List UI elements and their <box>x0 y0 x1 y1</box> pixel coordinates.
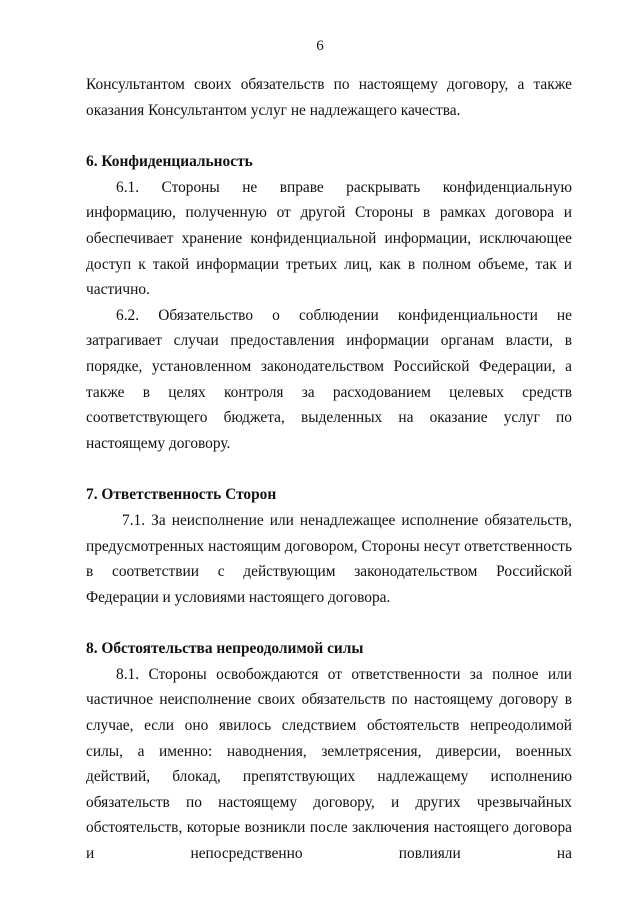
paragraph-6-1: 6.1. Стороны не вправе раскрывать конфиденциальную информацию, полученную от другой Стороны в рамках договора и обеспечивает хранение конфиденциальной информации, исключающее доступ к такой информации третьих лиц, как в полном объеме, так и частично. <box>86 178 572 299</box>
intro-paragraph: Консультантом своих обязательств по настоящему договору, а также оказания Консультантом услуг не надлежащего качества. <box>86 76 572 119</box>
page-number: 6 <box>316 38 324 54</box>
paragraph-8-1: 8.1. Стороны освобождаются от ответственности за полное или частичное неисполнение своих обязательств по настоящему договору в случае, если оно явилось следствием обстоятельств непреодолимой силы, а именно: наводнения, землетрясения, диверсии, военных действий, блокад, препятствующих надлежащему исполнению обязательств по настоящему договору, и других чрезвычайных обстоятельств, которые возникли после заключения настоящего договора и непосредственно повлияли на <box>86 665 572 863</box>
section-gap <box>86 123 572 149</box>
section-gap <box>86 456 572 482</box>
section-heading-confidentiality: 6. Конфиденциальность <box>86 153 253 171</box>
document-body <box>86 72 572 867</box>
section-gap <box>86 610 572 636</box>
paragraph-7-1: 7.1. За неисполнение или ненадлежащее исполнение обязательств, предусмотренных настоящим договором, Стороны несут ответственность в соответствии с действующим законодательством Российской Федерации и условиями настоящего договора. <box>86 511 572 606</box>
section-heading-force-majeure: 8. Обстоятельства непреодолимой силы <box>86 640 364 658</box>
section-heading-liability: 7. Ответственность Сторон <box>86 486 277 504</box>
paragraph-6-2: 6.2. Обязательство о соблюдении конфиденциальности не затрагивает случаи предоставления информации органам власти, в порядке, установленном законодательством Российской Федерации, а также в целях контроля за расходованием целевых средств соответствующего бюджета, выделенных на оказание услуг по настоящему договору. <box>86 306 572 452</box>
